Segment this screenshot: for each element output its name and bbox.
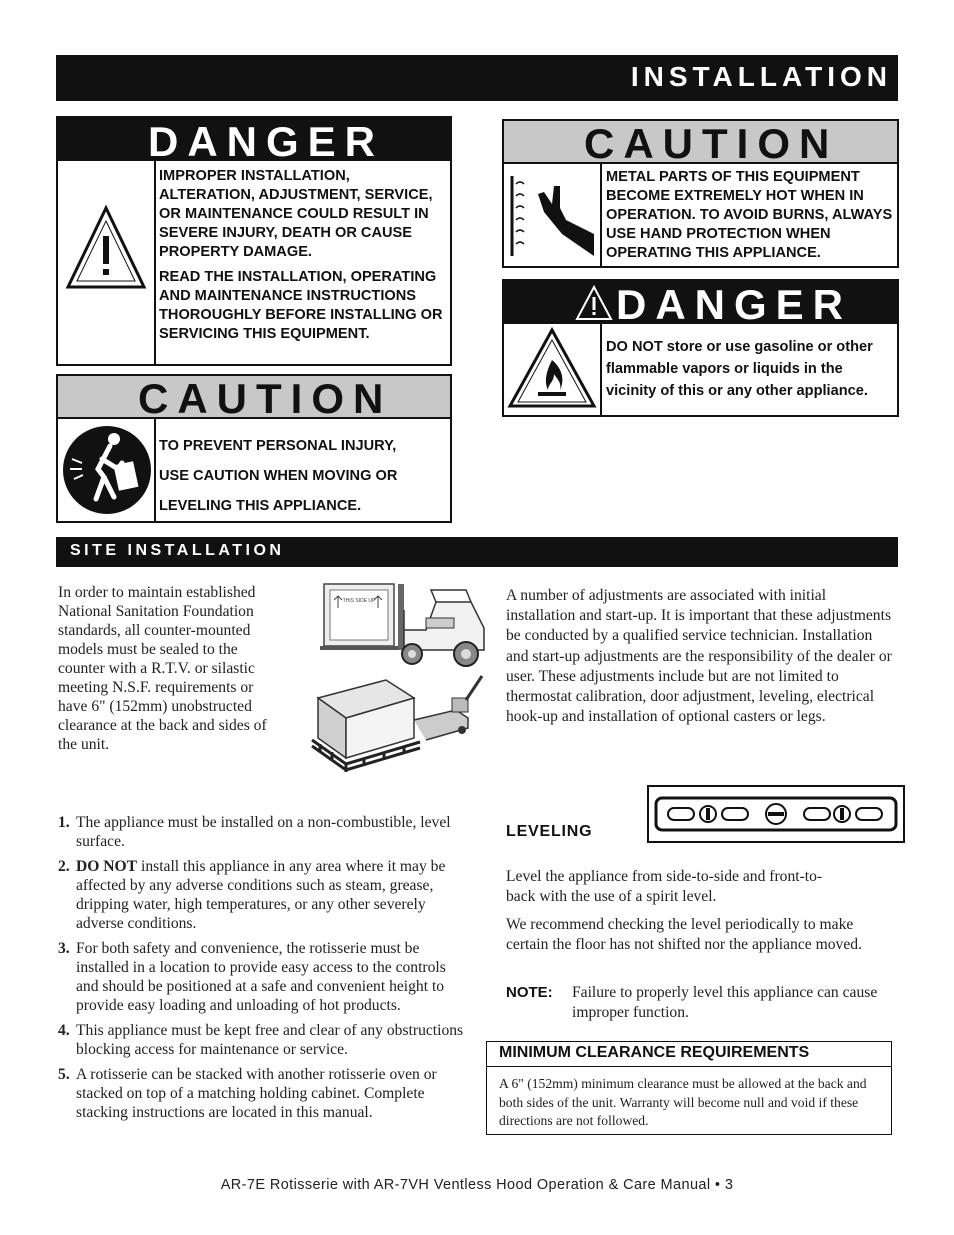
- site-installation-heading: SITE INSTALLATION: [70, 542, 285, 559]
- danger-text-block: [159, 167, 449, 350]
- danger-box-installation: [56, 116, 452, 366]
- caution-heading: CAUTION: [138, 375, 393, 422]
- danger-paragraph-2: READ THE INSTALLATION, OPERATING AND MAINTENANCE INSTRUCTIONS THOROUGHLY BEFORE INSTALLING OR SERVICING THIS EQUIPMENT.: [159, 269, 443, 342]
- crate-label: THIS SIDE UP: [342, 598, 376, 604]
- caution-hot-heading: CAUTION: [584, 120, 839, 167]
- page-footer: AR-7E Rotisserie with AR-7VH Ventless Hood Operation & Care Manual • 3: [220, 1177, 734, 1193]
- danger-heading: DANGER: [148, 118, 385, 165]
- caution-hot-heading-bar: [504, 120, 897, 167]
- list-item: 2. DO NOT install this appliance in any area where it may be affected by any adverse conditions such as steam, grease, dripping water, high temperatures, or any other severely adverse conditions.: [58, 858, 446, 932]
- minimum-clearance-box: [486, 1041, 892, 1135]
- caution-box-hot-parts: [502, 119, 899, 268]
- danger-box-flammable: [502, 279, 899, 417]
- leveling-heading: LEVELING: [506, 823, 593, 840]
- caution-text-moving: [159, 431, 429, 521]
- flammable-triangle-icon: [504, 324, 600, 413]
- danger-heading-bar: [58, 118, 450, 165]
- leveling-paragraph-1: Level the appliance from side-to-side and front-to-back with the use of a spirit level.: [506, 868, 823, 906]
- clearance-heading: MINIMUM CLEARANCE REQUIREMENTS: [487, 1042, 891, 1067]
- caution-box-moving: [56, 374, 452, 523]
- forklift-pallet-illustration: [306, 580, 496, 780]
- list-item: 3. For both safety and convenience, the rotisserie must be installed in a location to provide easy access to the controls and should be positioned at a safe and convenient height to provide easy loading and unloading of hot products.: [58, 940, 446, 1014]
- lifting-injury-icon: [58, 419, 154, 521]
- exclamation-triangle-icon: [58, 161, 154, 364]
- note-label: NOTE:: [506, 984, 553, 1001]
- danger-flammable-heading: DANGER: [616, 281, 853, 328]
- site-intro-paragraph: In order to maintain established National Sanitation Foundation standards, all counter-mounted models must be sealed to the counter with a R.T.V. or silastic meeting N.S.F. requirements or have 6" (152mm) unobstructed clearance at the back and sides of the unit.: [58, 584, 267, 753]
- danger-paragraph-1: IMPROPER INSTALLATION, ALTERATION, ADJUSTMENT, SERVICE, OR MAINTENANCE COULD RESULT IN SEVERE INJURY, DEATH OR CAUSE PROPERTY DAMAGE.: [159, 168, 433, 260]
- danger-icon-cell: [58, 161, 156, 364]
- leveling-paragraph-2: We recommend checking the level periodically to make certain the floor has not shifted nor the appliance moved.: [506, 916, 862, 954]
- danger-flammable-text-block: [606, 336, 894, 402]
- list-item: 1. The appliance must be installed on a non-combustible, level surface.: [58, 814, 451, 850]
- warning-triangle-icon: [574, 283, 614, 323]
- site-installation-bar: [56, 537, 898, 567]
- caution-text: TO PREVENT PERSONAL INJURY, USE CAUTION WHEN MOVING OR LEVELING THIS APPLIANCE.: [159, 438, 398, 514]
- danger-flammable-heading-bar: [504, 281, 897, 328]
- hot-surface-hand-icon: [504, 164, 600, 264]
- caution-icon-cell: [58, 419, 156, 521]
- caution-hot-text: METAL PARTS OF THIS EQUIPMENT BECOME EXTREMELY HOT WHEN IN OPERATION. TO AVOID BURNS, ALWAYS USE HAND PROTECTION WHEN OPERATING THIS APPLIANCE.: [606, 169, 893, 261]
- adjustments-paragraph: A number of adjustments are associated with initial installation and start-up. It is important that these adjustments be conducted by a qualified service technician. Installation and start-up adjustments are the responsibility of the dealer or user. These adjustments include but are not limited to thermostat calibration, door adjustment, leveling, electrical hook-up and installation of optional casters or legs.: [506, 587, 892, 726]
- caution-hot-text-block: [606, 168, 896, 263]
- flammable-icon-cell: [504, 324, 602, 415]
- list-item: 5. A rotisserie can be stacked with another rotisserie oven or stacked on top of a matching holding cabinet. Complete stacking instructions are located in this manual.: [58, 1066, 437, 1121]
- site-requirements-list: [58, 813, 466, 1128]
- hot-hand-icon-cell: [504, 164, 602, 266]
- danger-flammable-text: DO NOT store or use gasoline or other flammable vapors or liquids in the vicinity of this or any other appliance.: [606, 339, 873, 399]
- note-text: Failure to properly level this appliance can cause improper function.: [572, 984, 878, 1022]
- spirit-level-icon: [646, 782, 906, 846]
- clearance-text: A 6" (152mm) minimum clearance must be allowed at the back and both sides of the unit. Warranty will become null and void if these directions are not followed.: [499, 1076, 867, 1128]
- caution-heading-bar: [58, 375, 450, 422]
- page-header-bar: [56, 55, 898, 101]
- page-title: INSTALLATION: [630, 61, 892, 92]
- list-item: 4. This appliance must be kept free and clear of any obstructions blocking access for maintenance or service.: [58, 1022, 464, 1058]
